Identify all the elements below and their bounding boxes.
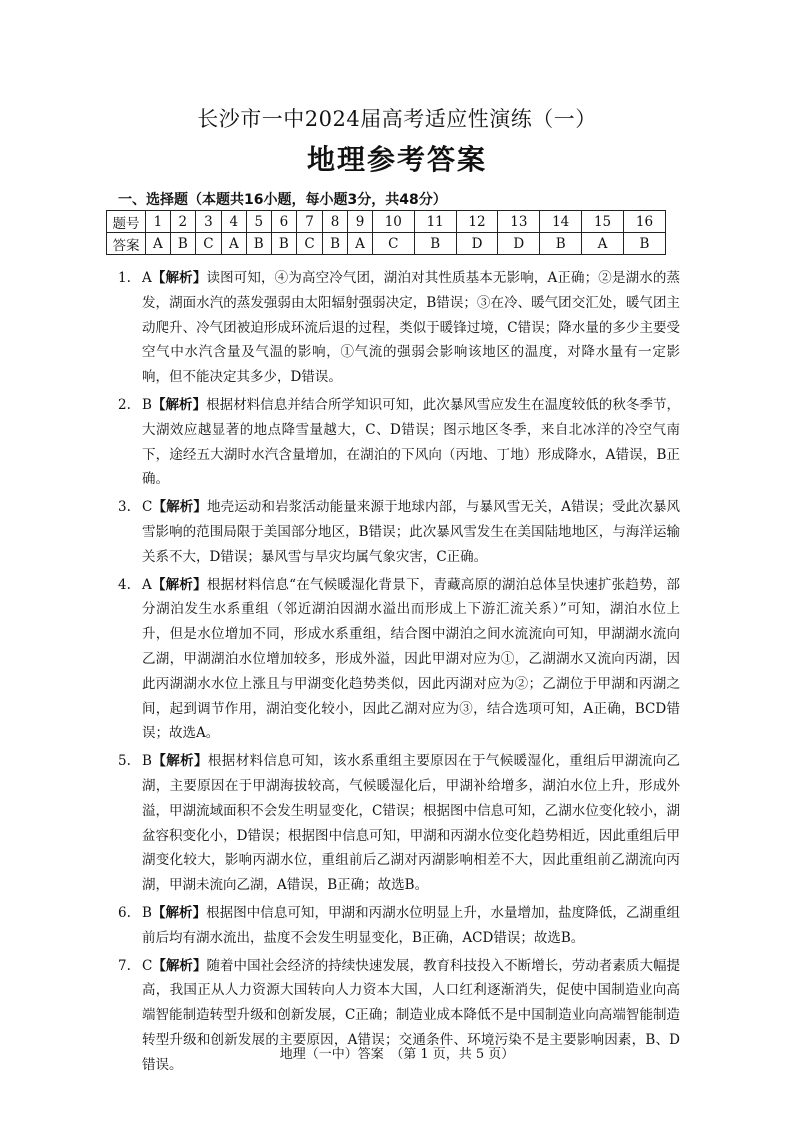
answer-table-answer-row (107, 233, 666, 255)
item-answer-key: B (142, 904, 152, 921)
item-answer-key: A (142, 576, 152, 593)
answer-cell: B (170, 233, 195, 255)
item-number: 1. (118, 270, 131, 286)
answer-cell: D (456, 233, 498, 255)
explanation-item (118, 495, 680, 569)
question-number-cell: 5 (246, 211, 271, 233)
item-analysis-text: 根据材料信息“在气候暖湿化背景下，青藏高原的湖泊总体呈快速扩张趋势，部分湖泊发生水系重组（邻近湖泊因湖水溢出而形成上下游汇流关系）”可知，湖泊水位上升，但是水位增加不同，形成水系重组，结合图中湖泊之间水流流向可知，甲湖湖水流向乙湖，甲湖湖泊水位增加较多，形成外溢，因此甲湖对应为①，乙湖湖水又流向丙湖，因此丙湖湖水水位上涨且与甲湖变化趋势类似，因此丙湖对应为②；乙湖位于甲湖和丙湖之间，起到调节作用，湖泊变化较小，因此乙湖对应为③，结合选项可知，A正确，BCD错误；故选A。 (142, 576, 681, 742)
answer-cell: A (582, 233, 624, 255)
answer-table-number-row (107, 211, 666, 233)
question-number-cell: 15 (582, 211, 624, 233)
item-analysis-text: 根据材料信息并结合所学知识可知，此次暴风雪应发生在温度较低的秋冬季节，大湖效应越显著的地点降雪量越大，C、D错误；图示地区冬季，来自北冰洋的冷空气南下，途经五大湖时水汽含量增加，在湖泊的下风向（丙地、丁地）形成降水，A错误，B正确。 (142, 396, 680, 488)
item-number: 3. (118, 499, 131, 516)
item-answer-key: C (142, 957, 153, 974)
document-subtitle: 地理参考答案 (306, 143, 487, 176)
item-number: 7. (118, 957, 131, 974)
row-label-answer: 答案 (107, 233, 146, 255)
item-number: 5. (118, 753, 131, 770)
item-answer-key: B (142, 753, 152, 770)
explanation-item (118, 901, 680, 951)
answer-cell: B (271, 233, 296, 255)
question-number-cell: 1 (146, 211, 171, 233)
item-analysis-text: 根据图中信息可知，甲湖和丙湖水位明显上升，水量增加，盐度降低，乙湖重组前后均有湖水流出，盐度不会发生明显变化，B正确，ACD错误；故选B。 (142, 904, 680, 946)
question-number-cell: 14 (540, 211, 582, 233)
section-heading: 一、选择题（本题共16小题，每小题3分，共48分） (118, 192, 447, 208)
answer-cell: B (323, 233, 348, 255)
item-number: 4. (118, 576, 131, 593)
question-number-cell: 12 (456, 211, 498, 233)
answer-cell: C (296, 233, 322, 255)
question-number-cell: 11 (414, 211, 456, 233)
row-label-number: 题号 (107, 211, 146, 233)
question-number-cell: 3 (195, 211, 221, 233)
item-analysis-tag: 【解析】 (151, 576, 207, 593)
question-number-cell: 4 (221, 211, 246, 233)
answer-cell: D (498, 233, 540, 255)
answer-cell: B (623, 233, 665, 255)
item-analysis-tag: 【解析】 (152, 957, 207, 974)
answer-cell: A (221, 233, 246, 255)
answer-cell: A (348, 233, 373, 255)
answer-table (106, 210, 666, 255)
answer-cell: B (246, 233, 271, 255)
item-analysis-tag: 【解析】 (152, 499, 207, 516)
question-number-cell: 7 (296, 211, 322, 233)
document-title: 长沙市一中2024届高考适应性演练（一） (197, 107, 597, 131)
item-analysis-text: 随着中国社会经济的持续快速发展，教育科技投入不断增长，劳动者素质大幅提高，我国正从人力资源大国转向人力资本大国，人口红利逐渐消失，促使中国制造业向高端智能制造转型升级和创新发展，C正确；制造业成本降低不是中国制造业向高端智能制造转型升级和创新发展的主要原因，A错误；交通条件、环境污染不是主要影响因素，B、D错误。 (142, 957, 681, 1073)
item-answer-key: C (142, 499, 153, 516)
item-number: 6. (118, 904, 131, 921)
item-analysis-tag: 【解析】 (151, 270, 207, 286)
answer-cell: C (195, 233, 221, 255)
question-number-cell: 8 (323, 211, 348, 233)
page-footer: 地理（一中）答案 （第 1 页，共 5 页） (279, 1047, 515, 1062)
item-analysis-text: 地壳运动和岩浆活动能量来源于地球内部，与暴风雪无关，A错误；受此次暴风雪影响的范围局限于美国部分地区，B错误；此次暴风雪发生在美国陆地地区，与海洋运输关系不大，D错误；暴风雪与旱灾均属气象灾害，C正确。 (142, 499, 681, 565)
item-answer-key: A (142, 270, 152, 286)
explanation-item (118, 749, 680, 898)
question-number-cell: 16 (623, 211, 665, 233)
question-number-cell: 10 (372, 211, 414, 233)
answer-cell: C (372, 233, 414, 255)
explanation-item (118, 393, 680, 492)
question-number-cell: 9 (348, 211, 373, 233)
item-answer-key: B (142, 396, 152, 413)
answer-cell: A (146, 233, 171, 255)
item-analysis-text: 根据材料信息可知，该水系重组主要原因在于气候暖湿化，重组后甲湖流向乙湖，主要原因在于甲湖海拔较高，气候暖湿化后，甲湖补给增多，湖泊水位上升，形成外溢，甲湖流域面积不会发生明显变化，C错误；根据图中信息可知，乙湖水位变化较小，湖盆容积变化小，D错误；根据图中信息可知，甲湖和丙湖水位变化趋势相近，因此重组后甲湖变化较大，影响丙湖水位，重组前后乙湖对丙湖影响相差不大，因此重组前乙湖流向丙湖，甲湖未流向乙湖，A错误，B正确；故选B。 (142, 753, 681, 894)
question-number-cell: 2 (170, 211, 195, 233)
item-analysis-tag: 【解析】 (151, 753, 208, 770)
item-analysis-tag: 【解析】 (151, 904, 207, 921)
explanation-item (118, 573, 680, 747)
answer-cell: B (540, 233, 582, 255)
explanation-item (118, 266, 680, 390)
item-number: 2. (118, 396, 131, 413)
item-analysis-tag: 【解析】 (151, 396, 207, 413)
question-number-cell: 13 (498, 211, 540, 233)
question-number-cell: 6 (271, 211, 296, 233)
answer-cell: B (414, 233, 456, 255)
explanation-list (118, 266, 680, 1081)
item-analysis-text: 读图可知，④为高空冷气团，湖泊对其性质基本无影响，A正确；②是湖水的蒸发，湖面水汽的蒸发强弱由太阳辐射强弱决定，B错误；③在冷、暖气团交汇处，暖气团主动爬升、冷气团被迫形成环流后退的过程，类似于暖锋过境，C错误；降水量的多少主要受空气中水汽含量及气温的影响，①气流的强弱会影响该地区的温度，对降水量有一定影响，但不能决定其多少，D错误。 (142, 270, 681, 386)
